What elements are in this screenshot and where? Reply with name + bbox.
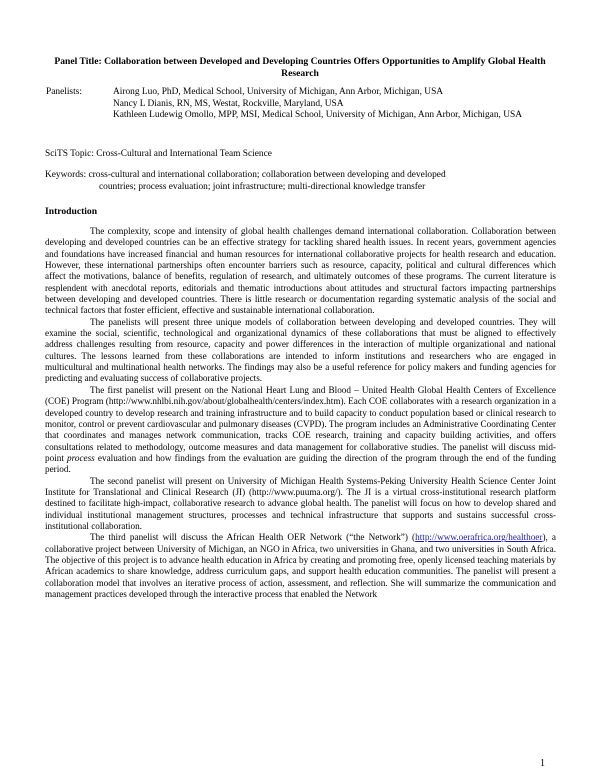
paragraph-text: The third panelist will discuss the African Health OER Network (“the Network”) (	[90, 532, 416, 543]
keywords	[45, 170, 555, 193]
oer-network-link[interactable]: http://www.oerafrica.org/healthoer	[415, 532, 543, 543]
paragraph	[45, 532, 556, 600]
italic-term: process	[67, 452, 95, 463]
panelist-item: Nancy L Dianis, RN, MS, Westat, Rockville, Maryland, USA	[113, 98, 344, 109]
panelist-item: Airong Luo, PhD, Medical School, University of Michigan, Ann Arbor, Michigan, USA	[113, 87, 444, 97]
paragraph-text: ), a collaborative project between University of Michigan, an NGO in Africa, two universities in Ghana, and two universities in South Africa. The objective of this project is to advance health education in Africa by creating and promoting free, openly licensed teaching materials by African academics to share knowledge, address curriculum gaps, and support health education communities. The panelist will present a collaboration model that involves an iterative process of action, assessment, and reflection. She will summarize the communication and management practices developed through the interactive process that enabled the Network	[45, 532, 557, 599]
body-text	[45, 226, 556, 600]
paragraph-text: The first panelist will present on the National Heart Lung and Blood – United Health Global Health Centers of Excellence (COE) Program (http://www.nhlbi.nih.gov/about/globalhealth/centers/index.htm). Each COE collaborates with a research organization in a developed country to develop research and training infrastructure and to build capacity to conduct population based or clinical research to monitor, control or prevent cardiovascular and pulmonary diseases (CVPD). The program includes an Administrative Coordinating Center that coordinates and manages network communication, tracks COE research, training and capacity building activities, and offers consultations related to methodology, outcome measures and data management for collaborative studies. The panelist will discuss mid-point	[45, 384, 556, 463]
paragraph: The complexity, scope and intensity of global health challenges demand international collaboration. Collaboration between developing and developed countries can be an effective strategy for tackling shared health issues. In recent years, government agencies and foundations have increased financial and human resources for international collaborative projects for health research and education. However, these international partnerships often encounter barriers such as resource, capacity, political and cultural differences which affect the motivations, balance of benefits, regulation of research, and ultimately outcomes of these programs. The current literature is resplendent with anecdotal reports, editorials and thematic introductions about attitudes and structural factors impacting partnerships between developing and developed countries. There is little research or documentation regarding systematic analysis of the social and technical factors that foster efficient, effective and sustainable international collaboration.	[45, 226, 556, 316]
panelists-label: Panelists:	[46, 87, 82, 97]
scits-topic: SciTS Topic: Cross-Cultural and International Team Science	[45, 149, 272, 159]
panelist-list	[113, 87, 563, 122]
page-number: 1	[540, 758, 545, 769]
paragraph-text: evaluation and how findings from the evaluation are guiding the direction of the program through the end of the funding period.	[45, 452, 556, 475]
panelist-item: Kathleen Ludewig Omollo, MPP, MSI, Medical School, University of Michigan, Ann Arbor, Michigan, USA	[113, 110, 522, 121]
paragraph: The panelists will present three unique models of collaboration between developing and developed countries. They will examine the social, scientific, technological and organizational dynamics of these collaborations that must be aligned to effectively address challenges resulting from resource, capacity and power differences in the interaction of multiple organizational and national cultures. The lessons learned from these collaborations are intended to inform institutions and researchers who are engaged in multicultural and multinational health networks. The findings may also be a useful reference for policy makers and funding agencies for predicting and evaluating success of collaborative projects.	[45, 316, 556, 384]
paragraph	[45, 385, 556, 476]
panel-title: Panel Title: Collaboration between Developed and Developing Countries Offers Opportunities to Amplify Global Health Research	[54, 56, 546, 79]
section-heading: Introduction	[45, 206, 98, 217]
paragraph: The second panelist will present on University of Michigan Health Systems-Peking University Health Science Center Joint Institute for Translational and Clinical Research (JI) (http://www.puuma.org/). The JI is a virtual cross-institutional research platform destined to facilitate high-impact, collaborative research to advance global health. The panelist will focus on how to develop shared and individual institutional management structures, processes and technical infrastructure that supports and sustains successful cross-institutional collaboration.	[45, 475, 556, 531]
keywords-line: Keywords: cross-cultural and international collaboration; collaboration between developing and developed	[45, 170, 446, 180]
keywords-line: countries; process evaluation; joint infrastructure; multi-directional knowledge transfer	[99, 181, 426, 192]
